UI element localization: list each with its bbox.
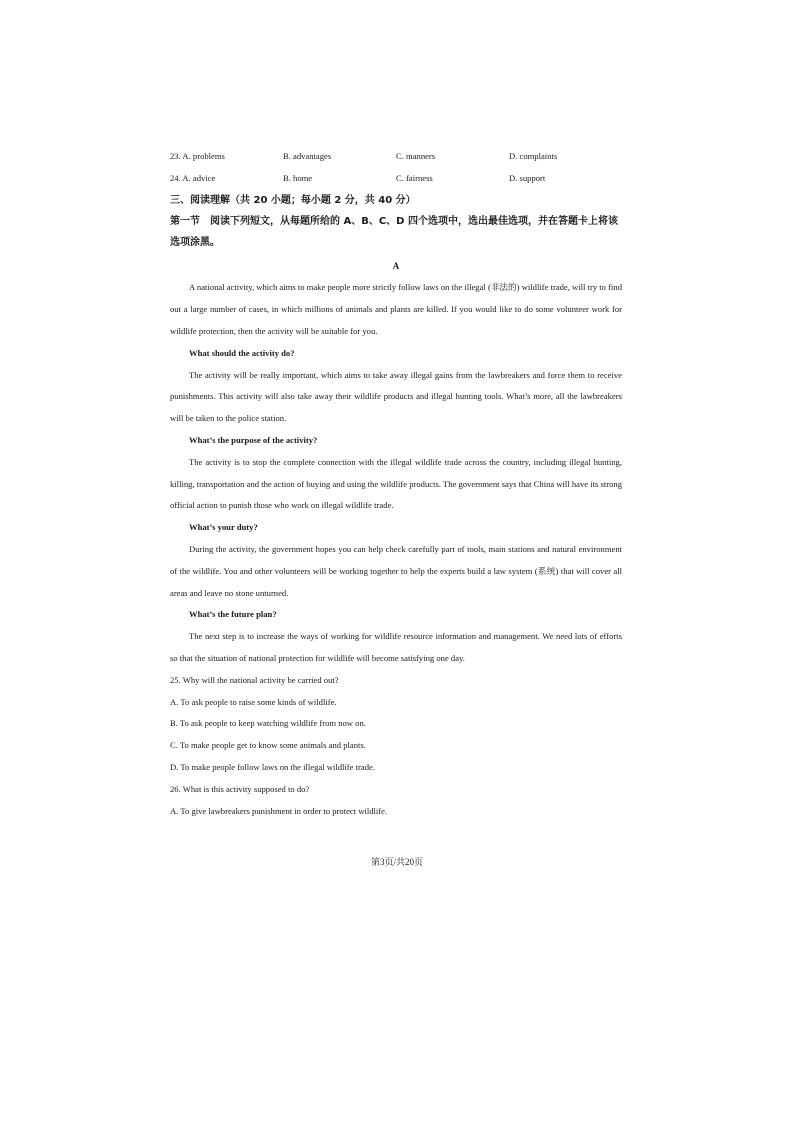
option-23-d: D. complaints [509, 151, 558, 161]
options-row-24 [170, 168, 622, 190]
section-title: 三、阅读理解（共 20 小题；每小题 2 分，共 40 分） [170, 194, 416, 206]
option-23-c: C. manners [396, 151, 436, 161]
option-23-a: 23. A. problems [170, 151, 225, 161]
paragraph-3: During the activity, the government hopes you can help check carefully part of tools, main stations and natural environment of the wildlife. You and other volunteers will be working together to help the experts build a law system (系统) that will cover all areas and leave no stone unturned. [170, 543, 622, 598]
passage-intro: A national activity, which aims to make people more strictly follow laws on the illegal (非法的) wildlife trade, will try to find out a large number of cases, in which millions of animals and plants are killed. If you would like to do some volunteer work for wildlife protection, then the activity will be suitable for you. [170, 282, 622, 336]
heading-3: What’s your duty? [189, 522, 258, 533]
heading-1: What should the activity do? [189, 347, 295, 358]
page-footer: 第3页/共20页 [370, 857, 423, 867]
heading-2: What’s the purpose of the activity? [189, 434, 318, 445]
option-24-d: D. support [509, 172, 546, 183]
section-instruction: 第一节 阅读下列短文，从每题所给的 A、B、C、D 四个选项中，选出最佳选项，并在答题卡上将该选项涂黑。 [170, 215, 618, 249]
question-25-option-a: A. To ask people to raise some kinds of wildlife. [170, 696, 337, 707]
options-row-23 [170, 146, 622, 168]
option-24-c: C. fairness [396, 172, 433, 183]
heading-4: What’s the future plan? [189, 609, 277, 620]
paragraph-4: The next step is to increase the ways of working for wildlife resource information and management. We need lots of efforts so that the situation of national protection for wildlife will become satisfying one day. [170, 631, 622, 663]
passage-label: A [392, 260, 400, 271]
question-26-option-a: A. To give lawbreakers punishment in order to protect wildlife. [170, 805, 388, 816]
question-25-option-b: B. To ask people to keep watching wildlife from now on. [170, 718, 366, 729]
paragraph-2: The activity is to stop the complete connection with the illegal wildlife trade across the country, including illegal hunting, killing, transportation and the action of buying and using the wildlife products. The government says that China will have its strong official action to punish those who work on illegal wildlife trade. [170, 456, 622, 511]
exam-page [170, 146, 622, 822]
option-24-a: 24. A. advice [170, 172, 216, 183]
paragraph-1: The activity will be really important, which aims to take away illegal gains from the lawbreakers and force them to receive punishments. This activity will also take away their wildlife products and illegal hunting tools. What’s more, all the lawbreakers will be taken to the police station. [170, 369, 622, 424]
question-25-option-c: C. To make people get to know some animals and plants. [170, 740, 366, 751]
question-25-option-d: D. To make people follow laws on the illegal wildlife trade. [170, 761, 375, 772]
question-25: 25. Why will the national activity be carried out? [170, 674, 339, 685]
question-26: 26. What is this activity supposed to do? [170, 783, 310, 794]
option-23-b: B. advantages [283, 151, 332, 161]
option-24-b: B. home [283, 172, 313, 183]
